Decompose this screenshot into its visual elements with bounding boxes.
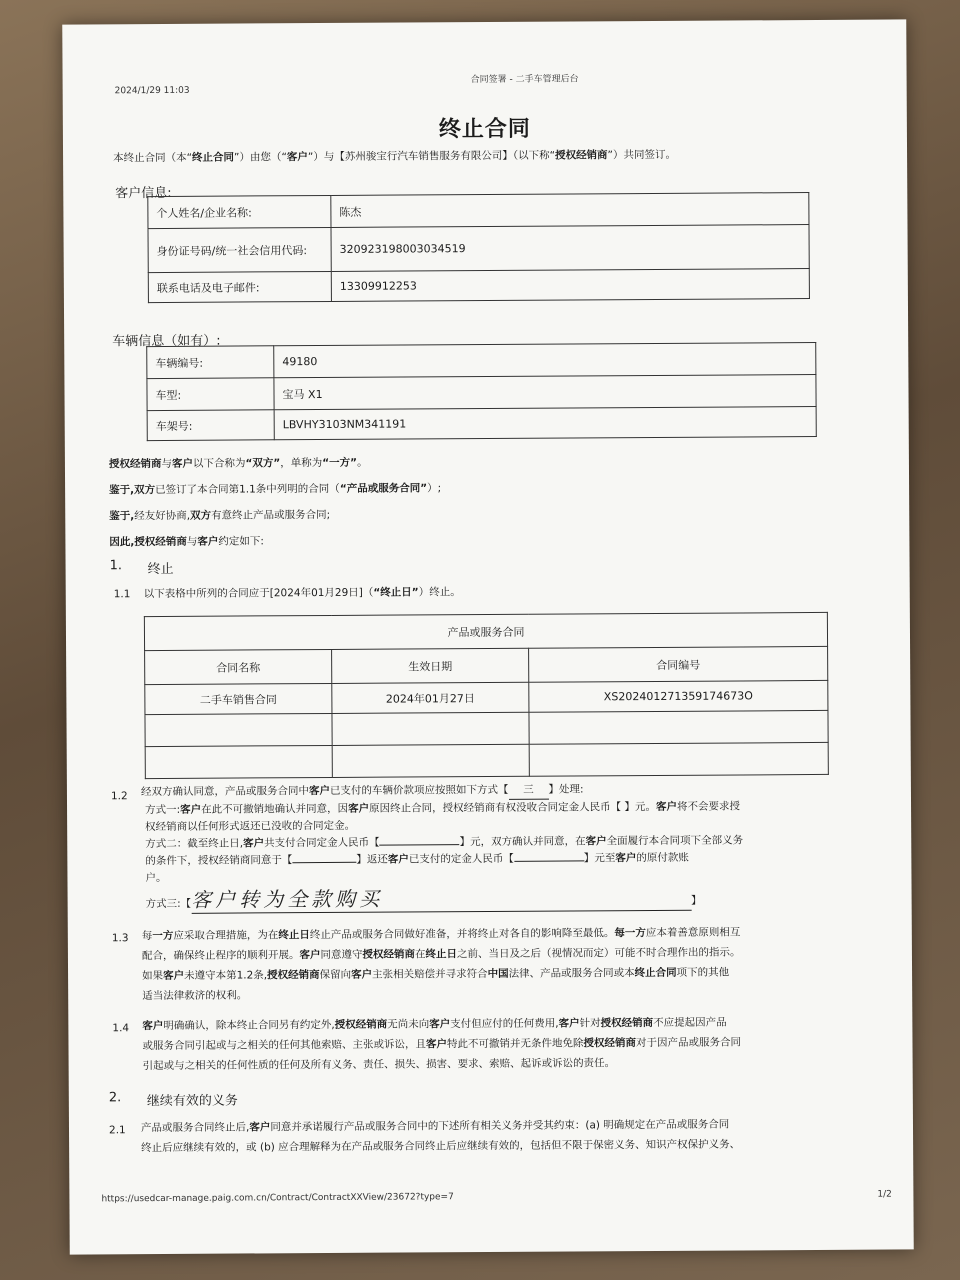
therefore-line [109, 533, 264, 551]
table-cell [529, 710, 828, 744]
plain-text: 共支付合同定金人民币【 [264, 836, 380, 850]
plain-text: 终止后应继续有效的，或 (b) 应合理解释为在产品或服务合同终止后应继续有效的，包括但不限于保密义务、知识产权保护义务、 [141, 1138, 741, 1155]
table-cell [529, 742, 828, 776]
plain-text: 保留向 [319, 968, 352, 982]
bold-term: 客户 [243, 837, 265, 850]
table-row [144, 612, 827, 650]
plain-text: 以下表格中所列的合同应于[2024年01月29日]（ [143, 586, 374, 601]
bold-term: “产品或服务合同” [339, 482, 428, 495]
bold-term: 客户 [171, 457, 193, 470]
bold-term: 授权经销商 [267, 969, 320, 982]
handwritten-method-three: 客户转为全款购买 [191, 884, 691, 914]
blank-field [514, 860, 584, 861]
plain-text: 在 [414, 948, 426, 961]
plain-text: 适当法律救济的权利。 [142, 989, 248, 1003]
table-row [147, 374, 816, 410]
plain-text: 以下合称为 [192, 457, 246, 470]
plain-text: 法律、产品或服务合同或本 [508, 967, 635, 980]
bold-term: 客户 [387, 853, 409, 866]
vehicle-info-heading: 车辆信息（如有）: [112, 333, 221, 350]
bold-term: 客户 [351, 968, 373, 981]
table-cell [332, 712, 529, 745]
cell-value: 陈杰 [331, 193, 809, 228]
bold-term: 授权经销商 [134, 535, 187, 549]
bold-term: 客户 [429, 1018, 451, 1031]
clause-line [141, 1133, 905, 1158]
plain-text: 全面履行本合同项下全部义务 [606, 834, 744, 848]
clause-1-2-text [141, 780, 894, 914]
cell-label: 车辆编号: [147, 346, 274, 379]
plain-text: ，单称为 [280, 457, 323, 470]
bold-term: 因此, [109, 536, 135, 549]
plain-text: 经双方确认同意，产品或服务合同中 [140, 785, 309, 799]
bold-term: 客户 [348, 802, 370, 815]
bold-term: “终止日” [373, 586, 419, 599]
clause-1-3-text [142, 921, 902, 1006]
bold-term: 终止日 [278, 929, 310, 942]
bold-term: 双方 [190, 509, 212, 522]
table-row [148, 269, 809, 303]
table-cell [145, 713, 332, 746]
bold-term: 客户 [249, 1121, 271, 1134]
table-cell: XS202401271359174673O [529, 680, 828, 712]
bold-term: 授权经销商 [108, 457, 162, 471]
footer-url: https://usedcar-manage.paig.com.cn/Contract/ContractXXView/23672?type=7 [101, 1192, 454, 1205]
footer-page-number: 1/2 [877, 1189, 892, 1200]
table-row [148, 193, 809, 229]
plain-text: 同意并承诺履行产品或服务合同中的下述所有相关义务并受其约束：(a) 明确规定在产品或服务合同 [270, 1118, 730, 1134]
table-cell: 2024年01月27日 [332, 682, 529, 713]
bold-term: “一方” [322, 456, 358, 470]
table-cell [145, 745, 332, 778]
bold-term: 客户 [299, 949, 321, 962]
table-cell: 二手车销售合同 [145, 683, 332, 714]
bold-term: 终止日 [425, 948, 457, 961]
whereas-line-1 [109, 480, 441, 499]
plain-text: 特此不可撤销并无条件地免除 [446, 1037, 584, 1051]
plain-text: 】返还 [356, 853, 388, 866]
bold-term: “双方” [245, 457, 281, 470]
column-header: 合同编号 [529, 646, 828, 682]
plain-text: 配合，确保终止程序的顺利开展。 [141, 949, 300, 963]
plain-text: 将不会要求授 [676, 800, 740, 813]
cell-value: 49180 [274, 342, 816, 377]
table-header-row [145, 646, 828, 684]
bold-term: 终止合同 [634, 966, 677, 980]
customer-info-heading: 客户信息: [115, 185, 172, 202]
cell-value: 13309912253 [331, 269, 809, 302]
clause-1-4-text [142, 1011, 902, 1076]
print-datetime: 2024/1/29 11:03 [114, 85, 190, 97]
plain-text: 对于因产品或服务合同 [635, 1036, 742, 1050]
plain-text: 已支付的定金人民币【 [408, 852, 514, 866]
customer-info-table [147, 192, 810, 303]
table-row [145, 680, 828, 714]
bold-term: 中国 [487, 967, 509, 981]
table-row [145, 710, 828, 746]
plain-text: 产品或服务合同终止后, [140, 1121, 250, 1135]
plain-text: 已签订了本合同第1.1条中列明的合同（ [155, 482, 340, 497]
table-cell [332, 744, 529, 777]
section-2-number: 2. [108, 1090, 122, 1106]
bold-term: 鉴于, [109, 484, 135, 497]
plain-text: 已支付的车辆价款项应按照如下方式【 [329, 783, 509, 797]
bold-term: 客户 [655, 800, 677, 813]
plain-text: 同意遵守 [320, 948, 363, 962]
column-header: 合同名称 [145, 649, 332, 684]
plain-text: 支付但应付的任何费用, [450, 1017, 559, 1031]
intro-text: 本终止合同（本“ [113, 151, 193, 165]
plain-text: 未遵守本第1.2条, [184, 969, 268, 982]
table-row [147, 406, 816, 440]
cell-value: 320923198003034519 [331, 225, 809, 272]
bold-term: 客户 [142, 1019, 164, 1033]
intro-bold: 授权经销商 [555, 149, 608, 162]
intro-bold: 终止合同 [191, 151, 235, 164]
bold-term: 客户 [558, 1017, 580, 1030]
bold-term: 授权经销商 [600, 1016, 654, 1030]
bold-term: 客户 [308, 784, 330, 798]
plain-text: 明确确认，除本终止合同另有约定外, [163, 1018, 335, 1032]
clause-line [146, 883, 894, 914]
plain-text: 有意终止产品或服务合同; [211, 508, 331, 522]
clause-2-1-number: 2.1 [108, 1124, 126, 1137]
plain-text: 项下的其他 [676, 966, 730, 979]
plain-text: 应采取合理措施，为在 [173, 929, 279, 942]
plain-text: 方式二：截至终止日, [145, 837, 244, 851]
cell-label: 联系电话及电子邮件: [148, 271, 331, 302]
plain-text: 与 [161, 457, 172, 470]
plain-text: 】处理: [548, 783, 584, 796]
vehicle-info-table [146, 342, 817, 441]
plain-text: 或服务合同引起或与之相关的任何其他索赔、主张或诉讼，且 [142, 1038, 427, 1053]
intro-text: ”）由您（“ [233, 151, 287, 164]
plain-text: 针对 [579, 1017, 601, 1030]
blank-field [292, 862, 356, 863]
intro-paragraph [113, 147, 676, 167]
bold-term: 授权经销商 [334, 1018, 388, 1031]
plain-text: 】 [691, 894, 702, 907]
plain-text: 方式三:【 [145, 897, 192, 911]
bold-term: 双方 [134, 484, 156, 497]
bold-term: 客户 [197, 535, 219, 548]
table-row [145, 742, 828, 778]
whereas-line-2 [109, 507, 330, 525]
plain-text: 终止产品或服务合同做好准备，并将终止对各自的影响降至最低。 [309, 927, 615, 942]
section-1-number: 1. [109, 558, 123, 574]
plain-text: 与 [186, 535, 198, 548]
blank-field [380, 844, 460, 845]
intro-text: ”）共同签订。 [607, 148, 677, 162]
plain-text: 无尚未向 [387, 1018, 430, 1031]
plain-text: 】元至 [583, 852, 616, 865]
clause-1-4-number: 1.4 [112, 1022, 130, 1035]
plain-text: 】元，双方确认并同意，在 [459, 835, 586, 849]
cell-label: 个人姓名/企业名称: [148, 195, 331, 228]
section-2-title: 继续有效的义务 [146, 1093, 238, 1110]
plain-text: 在此不可撤销地确认并同意，因 [201, 802, 349, 816]
contract-page [62, 19, 913, 1254]
bold-term: 客户 [425, 1038, 448, 1051]
plain-text: 权经销商以任何形式返还已没收的合同定金。 [145, 819, 356, 834]
column-header: 生效日期 [332, 648, 529, 683]
plain-text: 之前、当日及之后（视情况而定）可能不时合理作出的指示。 [456, 946, 741, 961]
cell-label: 身份证号码/统一社会信用代码: [148, 227, 331, 272]
section-1-title: 终止 [147, 561, 174, 578]
plain-text: 约定如下: [218, 535, 264, 548]
bold-term: 每一方 [614, 927, 646, 940]
plain-text: 方式一: [145, 803, 181, 817]
table-caption: 产品或服务合同 [144, 612, 827, 650]
plain-text: 引起或与之相关的任何性质的任何及所有义务、责任、损失、损害、要求、索赔、起诉或诉讼的责任。 [142, 1057, 616, 1073]
plain-text: 的条件下，授权经销商同意于【 [145, 854, 293, 868]
plain-text: 。 [357, 456, 368, 469]
plain-text: 户。 [145, 871, 167, 885]
cell-value: 宝马 X1 [274, 374, 816, 409]
bold-term: 鉴于, [109, 510, 135, 523]
clause-line [143, 1051, 903, 1076]
table-row [148, 225, 809, 273]
intro-bold: 客户 [286, 151, 308, 164]
intro-text: ”）与【苏州骏宝行汽车销售服务有限公司】（以下称“ [307, 149, 556, 164]
clause-2-1-text [141, 1113, 905, 1158]
bold-term: 客户 [615, 852, 637, 865]
plain-text: 如果 [142, 969, 164, 983]
print-site-title: 合同签署 - 二手车管理后台 [470, 74, 579, 86]
bold-term: 授权经销商 [362, 948, 415, 961]
cell-label: 车型: [147, 378, 274, 411]
plain-text: ）终止。 [418, 586, 461, 599]
plain-text: 主张相关赔偿并寻求符合 [372, 968, 488, 981]
plain-text: 经友好协商, [134, 509, 191, 523]
clause-1-3-number: 1.3 [111, 932, 129, 945]
bold-term: 客户 [180, 803, 202, 816]
cell-label: 车架号: [147, 410, 274, 441]
clause-1-1-number: 1.1 [113, 588, 131, 601]
terminated-contracts-table [144, 612, 829, 779]
bold-term: 客户 [585, 835, 607, 848]
page-title: 终止合同 [438, 116, 531, 143]
plain-text: 每 [141, 930, 153, 943]
clause-1-1-text [144, 584, 461, 603]
cell-value: LBVHY3103NM341191 [274, 406, 816, 439]
selected-method-value: 三 [508, 782, 548, 800]
bold-term: 一方 [152, 929, 174, 943]
plain-text: 应本着善意原则相互 [645, 926, 741, 940]
parties-line [109, 455, 368, 474]
clause-1-2-number: 1.2 [110, 790, 128, 803]
plain-text: 的原付款账 [636, 851, 689, 865]
plain-text: 原因终止合同，授权经销商有权没收合同定金人民币【 】元。 [369, 800, 656, 815]
plain-text: 不应提起因产品 [653, 1016, 727, 1029]
bold-term: 客户 [163, 969, 185, 982]
bold-term: 授权经销商 [583, 1037, 637, 1050]
table-row [147, 342, 816, 378]
plain-text: ）; [427, 482, 442, 495]
